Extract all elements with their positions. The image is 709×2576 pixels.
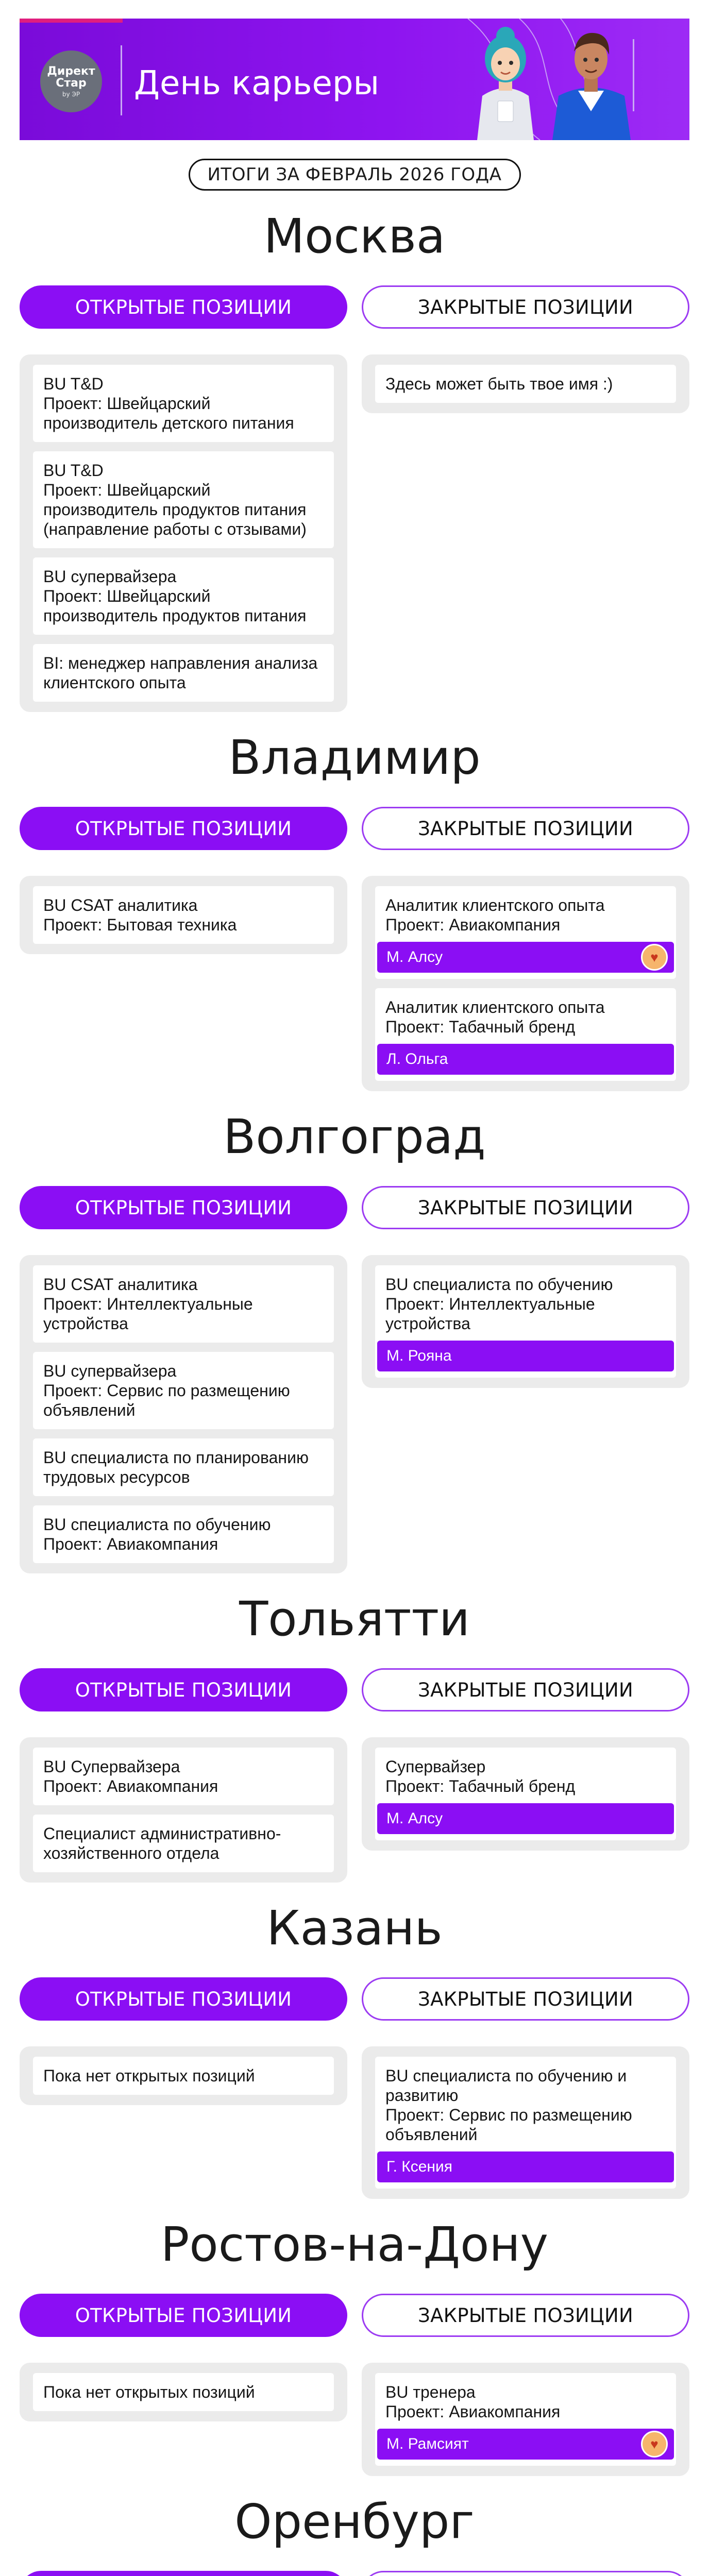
tab-closed-positions[interactable]: ЗАКРЫТЫЕ ПОЗИЦИИ (362, 1977, 689, 2021)
logo-line-3: by ЭР (62, 90, 80, 98)
period-section (0, 159, 709, 191)
closed-position-card (375, 1748, 676, 1840)
positions-tabs (20, 2294, 689, 2337)
city-title: Ростов-на-Дону (160, 2217, 549, 2272)
header-banner (20, 19, 689, 140)
closed-positions-list (362, 1737, 689, 1851)
man-character-icon (547, 19, 635, 140)
closed-positions-list (362, 1255, 689, 1388)
hired-person-name: М. Рояна (386, 1347, 452, 1364)
city-title: Владимир (228, 730, 481, 785)
city-section-0 (0, 208, 709, 712)
open-position-card (33, 1815, 334, 1872)
banner-divider (121, 45, 122, 115)
open-positions-list (20, 2363, 347, 2421)
open-position-text: Специалист административно-хозяйственного отдела (43, 1824, 281, 1862)
closed-positions-list (362, 354, 689, 413)
tab-closed-positions[interactable]: ЗАКРЫТЫЕ ПОЗИЦИИ (362, 1186, 689, 1229)
hired-person-name: Л. Ольга (386, 1050, 448, 1067)
open-position-card (33, 2373, 334, 2411)
open-position-text: BU специалиста по обучению Проект: Авиакомпания (43, 1515, 271, 1553)
open-position-card (33, 2057, 334, 2095)
hired-person-bar (377, 1341, 674, 1371)
tab-closed-positions[interactable]: ЗАКРЫТЫЕ ПОЗИЦИИ (362, 285, 689, 329)
open-position-card (33, 1505, 334, 1563)
city-section-5 (0, 2216, 709, 2476)
city-title: Казань (266, 1901, 443, 1956)
closed-position-card (375, 365, 676, 403)
city-section-4 (0, 1900, 709, 2199)
open-position-card (33, 1438, 334, 1496)
closed-position-card (375, 2373, 676, 2466)
hired-person-name: Г. Ксения (386, 2158, 452, 2175)
open-position-text: BI: менеджер направления анализа клиентского опыта (43, 654, 318, 692)
closed-positions-list (362, 876, 689, 1091)
hired-person-bar (377, 2151, 674, 2182)
award-badge-icon: ♥ (641, 944, 668, 971)
tab-open-positions[interactable]: ОТКРЫТЫЕ ПОЗИЦИИ (20, 1668, 347, 1711)
positions-tabs (20, 1977, 689, 2021)
open-position-text: BU T&D Проект: Швейцарский производитель продуктов питания (направление работы с отзывами) (43, 461, 307, 538)
city-title: Москва (263, 209, 446, 264)
award-badge-icon: ♥ (641, 2431, 668, 2458)
closed-position-card (375, 1265, 676, 1378)
open-positions-list (20, 354, 347, 712)
positions-columns (20, 1737, 689, 1883)
positions-columns (20, 354, 689, 712)
city-title: Волгоград (223, 1109, 486, 1164)
closed-position-text: Аналитик клиентского опыта Проект: Авиакомпания (385, 896, 605, 934)
woman-character-icon (467, 19, 544, 140)
tab-closed-positions[interactable]: ЗАКРЫТЫЕ ПОЗИЦИИ (362, 1668, 689, 1711)
open-position-text: BU CSAT аналитика Проект: Бытовая техника (43, 896, 237, 934)
closed-positions-list (362, 2046, 689, 2199)
logo-line-1: Директ (47, 64, 95, 78)
positions-tabs (20, 1668, 689, 1711)
open-position-text: BU супервайзера Проект: Сервис по размещению объявлений (43, 1362, 290, 1419)
open-positions-list (20, 876, 347, 954)
logo-line-2: Стар (56, 76, 87, 90)
positions-tabs (20, 807, 689, 850)
open-position-card (33, 644, 334, 702)
open-position-card (33, 1352, 334, 1429)
hired-person-bar (377, 942, 674, 973)
city-title: Тольятти (239, 1591, 470, 1647)
closed-position-card (375, 2057, 676, 2189)
city-section-1 (0, 730, 709, 1091)
positions-columns (20, 1255, 689, 1573)
open-position-text: BU T&D Проект: Швейцарский производитель детского питания (43, 375, 294, 432)
page-title: День карьеры (134, 64, 380, 103)
tab-open-positions[interactable]: ОТКРЫТЫЕ ПОЗИЦИИ (20, 1186, 347, 1229)
open-position-text: Пока нет открытых позиций (43, 2066, 255, 2085)
city-section-6 (0, 2494, 709, 2576)
cities-list (0, 208, 709, 2576)
hired-person-bar (377, 1044, 674, 1075)
open-position-card (33, 1265, 334, 1343)
open-positions-list (20, 2046, 347, 2105)
closed-position-card (375, 886, 676, 979)
tab-closed-positions[interactable] (362, 2571, 689, 2576)
positions-columns (20, 2363, 689, 2476)
positions-columns (20, 2046, 689, 2199)
positions-columns (20, 876, 689, 1091)
hired-person-bar (377, 2429, 674, 2460)
open-position-text: Пока нет открытых позиций (43, 2383, 255, 2401)
positions-tabs (20, 285, 689, 329)
closed-position-text: BU специалиста по обучению Проект: Интеллектуальные устройства (385, 1275, 613, 1333)
hired-person-name: М. Алсу (386, 1810, 443, 1827)
company-logo (40, 50, 102, 112)
closed-position-text: BU специалиста по обучению и развитию Проект: Сервис по размещению объявлений (385, 2066, 632, 2144)
tab-open-positions[interactable]: ОТКРЫТЫЕ ПОЗИЦИИ (20, 2294, 347, 2337)
tab-open-positions[interactable]: ОТКРЫТЫЕ ПОЗИЦИИ (20, 285, 347, 329)
tab-closed-positions[interactable]: ЗАКРЫТЫЕ ПОЗИЦИИ (362, 2294, 689, 2337)
open-positions-list (20, 1255, 347, 1573)
tab-open-positions[interactable] (20, 2571, 347, 2576)
open-positions-list (20, 1737, 347, 1883)
city-title: Оренбург (234, 2494, 475, 2549)
closed-position-text: Здесь может быть твое имя :) (385, 375, 613, 393)
open-position-card (33, 1748, 334, 1805)
open-position-card (33, 451, 334, 548)
hired-person-bar (377, 1803, 674, 1834)
banner-divider-right (633, 39, 634, 111)
banner-accent-tab (20, 19, 123, 23)
open-position-text: BU Супервайзера Проект: Авиакомпания (43, 1757, 218, 1795)
tab-open-positions[interactable]: ОТКРЫТЫЕ ПОЗИЦИИ (20, 807, 347, 850)
open-position-text: BU CSAT аналитика Проект: Интеллектуальные устройства (43, 1275, 253, 1333)
period-label: ИТОГИ ЗА ФЕВРАЛЬ 2026 ГОДА (189, 159, 521, 191)
positions-tabs (20, 2571, 689, 2576)
hired-person-name: М. Алсу (386, 948, 443, 965)
tab-open-positions[interactable]: ОТКРЫТЫЕ ПОЗИЦИИ (20, 1977, 347, 2021)
positions-tabs (20, 1186, 689, 1229)
closed-positions-list (362, 2363, 689, 2476)
hired-person-name: М. Рамсият (386, 2435, 469, 2452)
open-position-card (33, 886, 334, 944)
city-section-2 (0, 1109, 709, 1573)
open-position-card (33, 365, 334, 442)
closed-position-text: Супервайзер Проект: Табачный бренд (385, 1757, 576, 1795)
closed-position-text: Аналитик клиентского опыта Проект: Табачный бренд (385, 998, 605, 1036)
closed-position-card (375, 988, 676, 1081)
city-section-3 (0, 1591, 709, 1883)
tab-closed-positions[interactable]: ЗАКРЫТЫЕ ПОЗИЦИИ (362, 807, 689, 850)
open-position-text: BU супервайзера Проект: Швейцарский производитель продуктов питания (43, 567, 307, 625)
open-position-card (33, 557, 334, 635)
closed-position-text: BU тренера Проект: Авиакомпания (385, 2383, 561, 2421)
open-position-text: BU специалиста по планированию трудовых ресурсов (43, 1448, 309, 1486)
